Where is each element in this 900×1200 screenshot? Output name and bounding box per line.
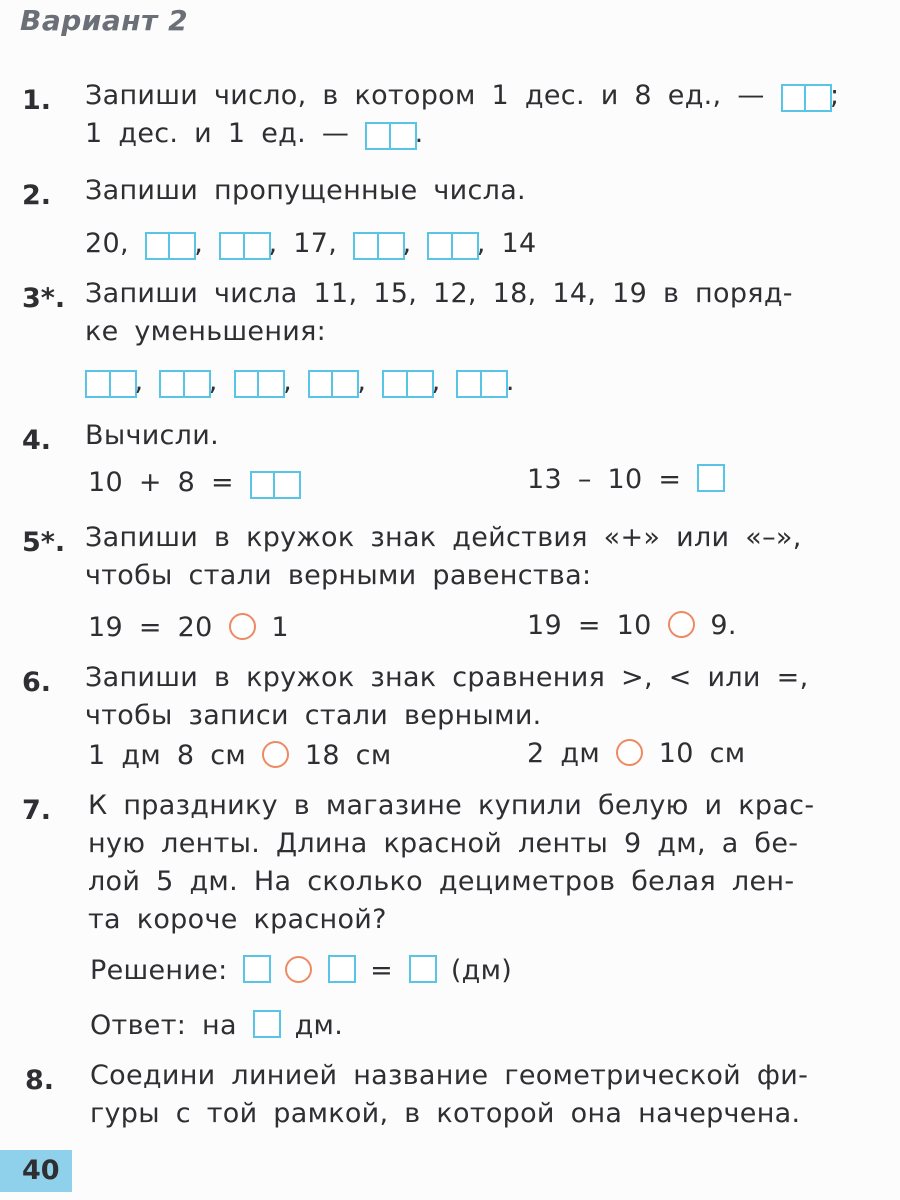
task-7-number: 7. bbox=[22, 795, 52, 826]
task-8-line1: Соедини линией название геометрической фи- bbox=[90, 1060, 809, 1091]
answer-box-pair[interactable] bbox=[382, 370, 432, 401]
answer-box-pair[interactable] bbox=[456, 370, 506, 401]
task-6-line2: чтобы записи стали верными. bbox=[85, 700, 542, 731]
task-3-number: 3*. bbox=[22, 283, 66, 314]
task-6-number: 6. bbox=[22, 667, 52, 698]
task-3-line1: Запиши числа 11, 15, 12, 18, 14, 19 в поряд- bbox=[85, 278, 793, 309]
task-5-number: 5*. bbox=[22, 527, 66, 558]
task-5-expr2: 19 = 10 9. bbox=[527, 610, 737, 641]
task-7-line3: лой 5 дм. На сколько дециметров белая лен- bbox=[88, 866, 795, 897]
task-5-expr1: 19 = 20 1 bbox=[88, 612, 289, 643]
task-1-text: Запиши число, в котором 1 дес. и 8 ед., — bbox=[85, 80, 765, 111]
task-5-line1: Запиши в кружок знак действия «+» или «–», bbox=[85, 522, 802, 553]
task-1-number: 1. bbox=[22, 85, 52, 116]
task-7-line1: К празднику в магазине купили белую и крас- bbox=[88, 790, 815, 821]
task-8-line2: гуры с той рамкой, в которой она начерчена. bbox=[90, 1098, 801, 1129]
compare-circle[interactable] bbox=[616, 739, 643, 766]
task-2-number: 2. bbox=[22, 180, 52, 211]
answer-box-pair[interactable] bbox=[145, 232, 195, 263]
answer-box[interactable] bbox=[409, 955, 437, 983]
task-5-line2: чтобы стали верными равенства: bbox=[85, 560, 592, 591]
answer-box-pair[interactable] bbox=[85, 370, 135, 401]
task-4-expr2: 13 – 10 = bbox=[527, 464, 723, 495]
task-1-line1: Запиши число, в котором 1 дес. и 8 ед., — ; bbox=[85, 80, 839, 115]
sign-circle[interactable] bbox=[229, 613, 256, 640]
variant-title: Вариант 2 bbox=[20, 4, 189, 37]
answer-box-pair[interactable] bbox=[159, 370, 209, 401]
answer-box-pair[interactable] bbox=[308, 370, 358, 401]
task-6-expr1: 1 дм 8 см 18 см bbox=[88, 740, 392, 771]
task-8-number: 8. bbox=[25, 1065, 55, 1096]
page-number: 40 bbox=[0, 1150, 72, 1192]
sign-circle[interactable] bbox=[285, 956, 312, 983]
answer-box-pair[interactable] bbox=[234, 370, 284, 401]
answer-box[interactable] bbox=[253, 1010, 281, 1038]
task-4-text: Вычисли. bbox=[85, 420, 219, 451]
task-7-line4: та короче красной? bbox=[88, 904, 387, 935]
answer-box[interactable] bbox=[697, 464, 725, 492]
task-4-expr1: 10 + 8 = bbox=[88, 467, 299, 502]
task-6-expr2: 2 дм 10 см bbox=[527, 738, 746, 769]
task-2-text: Запиши пропущенные числа. bbox=[85, 175, 526, 206]
answer-box-pair[interactable] bbox=[250, 471, 300, 502]
compare-circle[interactable] bbox=[262, 741, 289, 768]
sign-circle[interactable] bbox=[668, 611, 695, 638]
answer-box-pair[interactable] bbox=[781, 84, 831, 115]
answer-box[interactable] bbox=[328, 955, 356, 983]
answer-box-pair[interactable] bbox=[219, 232, 269, 263]
task-4-number: 4. bbox=[22, 425, 52, 456]
task-3-answer-row: , , , , , . bbox=[85, 366, 515, 401]
task-2-sequence: 20, , , 17, , , 14 bbox=[85, 228, 537, 263]
answer-box-pair[interactable] bbox=[365, 122, 415, 153]
task-7-line2: ную ленты. Длина красной ленты 9 дм, а бе- bbox=[88, 828, 799, 859]
task-1-line2: 1 дес. и 1 ед. — . bbox=[85, 118, 423, 153]
task-7-solution: Решение: = (дм) bbox=[90, 955, 513, 986]
answer-box-pair[interactable] bbox=[353, 232, 403, 263]
task-6-line1: Запиши в кружок знак сравнения >, < или =, bbox=[85, 662, 809, 693]
task-7-answer: Ответ: на дм. bbox=[90, 1010, 344, 1041]
answer-box[interactable] bbox=[243, 955, 271, 983]
task-3-line2: ке уменьшения: bbox=[85, 316, 327, 347]
answer-box-pair[interactable] bbox=[427, 232, 477, 263]
